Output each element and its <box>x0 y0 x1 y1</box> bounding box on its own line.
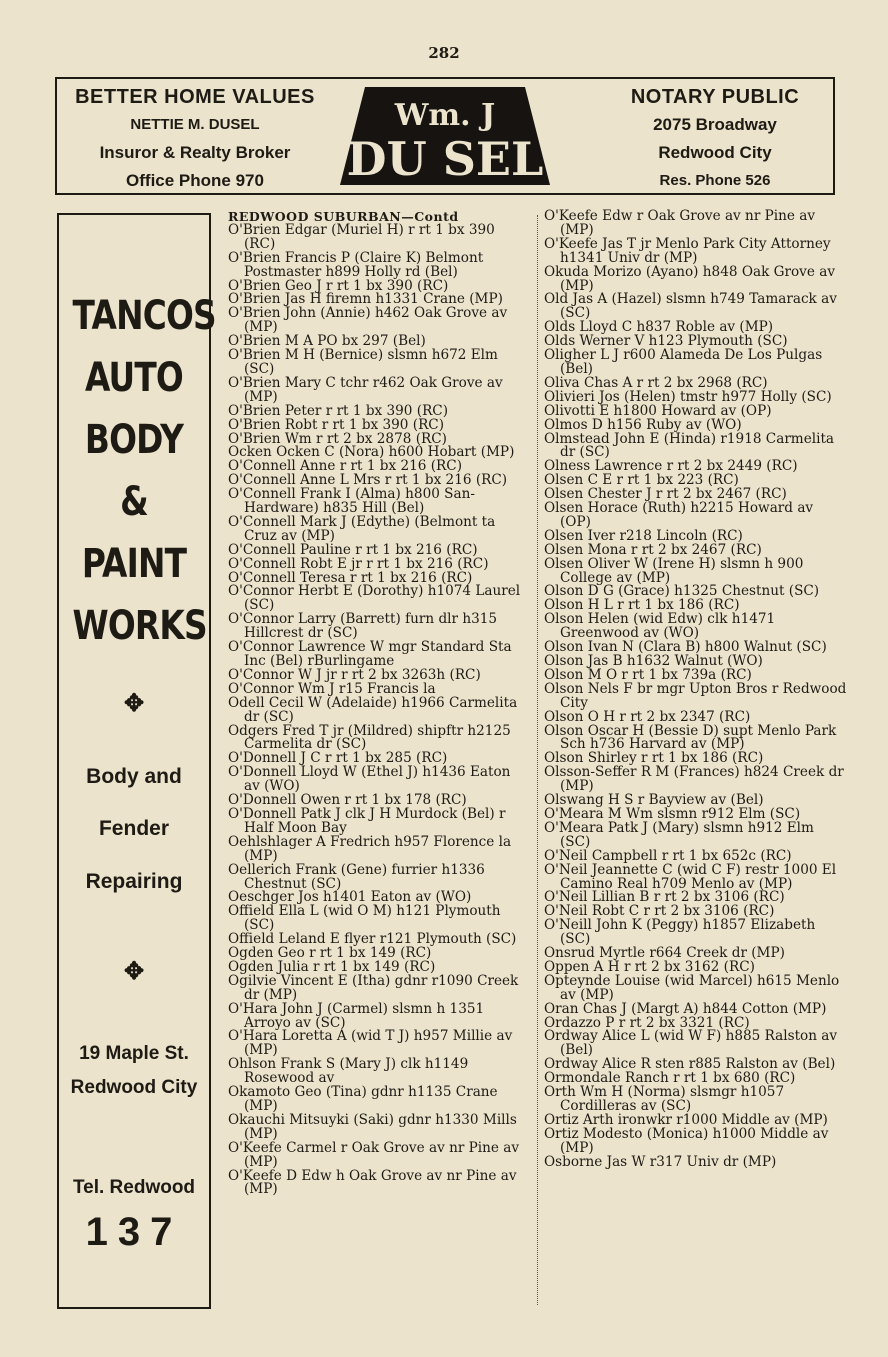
side-ad-line: & <box>120 479 148 525</box>
side-ad-line: TANCOS <box>72 293 216 339</box>
directory-entry: O'Neil Robt C r rt 2 bx 3106 (RC) <box>544 903 775 920</box>
directory-entry: Ordway Alice L (wid W F) h885 Ralston av (Bel) <box>544 1028 838 1059</box>
directory-entry: O'Brien Peter r rt 1 bx 390 (RC) <box>228 402 449 419</box>
directory-entry: O'Hara Loretta A (wid T J) h957 Millie av (MP) <box>228 1028 513 1059</box>
directory-entry: O'Donnell J C r rt 1 bx 285 (RC) <box>228 750 448 767</box>
directory-entry: O'Hara John J (Carmel) slsmn h 1351 Arroyo av (SC) <box>228 1000 485 1031</box>
section-header: REDWOOD SUBURBAN—Contd <box>228 209 459 224</box>
directory-entry: O'Brien Robt r rt 1 bx 390 (RC) <box>228 416 445 433</box>
directory-entry: O'Brien Wm r rt 2 bx 2878 (RC) <box>228 430 447 447</box>
directory-entry: Olivotti E h1800 Howard av (OP) <box>544 402 772 419</box>
directory-entry: O'Connor Lawrence W mgr Standard Sta Inc (Bel) rBurlingame <box>228 639 512 669</box>
directory-entry: Olson M O r rt 1 bx 739a (RC) <box>544 666 752 683</box>
directory-entry: O'Connor Herbt E (Dorothy) h1074 Laurel (SC) <box>228 583 521 614</box>
side-ad-service: Body and <box>86 765 182 788</box>
directory-entry: O'Connell Mark J (Edythe) (Belmont ta Cruz av (MP) <box>228 513 496 544</box>
ad-office-phone: Office Phone 970 <box>126 171 264 190</box>
ad-headline: BETTER HOME VALUES <box>75 86 315 108</box>
directory-entry: Olds Lloyd C h837 Roble av (MP) <box>544 319 774 336</box>
directory-entry: O'Connell Frank I (Alma) h800 San-Hardware) h835 Hill (Bel) <box>228 486 475 517</box>
directory-entry: Olsen Mona r rt 2 bx 2467 (RC) <box>544 541 762 558</box>
directory-entry: Olson Helen (wid Edw) clk h1471 Greenwood av (WO) <box>544 611 776 642</box>
directory-entry: Orth Wm H (Norma) slsmgr h1057 Cordilleras av (SC) <box>544 1084 785 1114</box>
directory-entry: Olswang H S r Bayview av (Bel) <box>544 792 764 809</box>
directory-entry: O'Connor Larry (Barrett) furn dlr h315 Hillcrest dr (SC) <box>228 611 498 642</box>
directory-entry: Olness Lawrence r rt 2 bx 2449 (RC) <box>544 458 798 475</box>
directory-entry: Ortiz Modesto (Monica) h1000 Middle av (MP) <box>544 1125 829 1156</box>
directory-entry: Olson Jas B h1632 Walnut (WO) <box>544 653 763 669</box>
directory-entry: Ohlson Frank S (Mary J) clk h1149 Rosewood av <box>228 1056 469 1087</box>
directory-entry: Oligher L J r600 Alameda De Los Pulgas (Bel) <box>544 347 823 377</box>
directory-entry: Olson O H r rt 2 bx 2347 (RC) <box>544 708 751 725</box>
directory-entry: Offield Ella L (wid O M) h121 Plymouth (SC) <box>228 903 501 934</box>
side-ad-service: Fender <box>98 817 169 840</box>
directory-entry: Olsen Horace (Ruth) h2215 Howard av (OP) <box>544 500 814 530</box>
directory-entry: Olson Ivan N (Clara B) h800 Walnut (SC) <box>544 639 827 656</box>
directory-entry: Ogden Geo r rt 1 bx 149 (RC) <box>228 945 432 962</box>
directory-entry: Olsen C E r rt 1 bx 223 (RC) <box>544 472 739 489</box>
directory-entry: O'Brien Jas H firemn h1331 Crane (MP) <box>228 291 503 308</box>
side-ad-service: Repairing <box>85 870 183 893</box>
directory-entry: O'Connell Robt E jr r rt 1 bx 216 (RC) <box>228 555 489 572</box>
directory-entry: O'Neill John K (Peggy) h1857 Elizabeth (SC) <box>544 917 816 948</box>
directory-entry: O'Neil Campbell r rt 1 bx 652c (RC) <box>544 847 792 864</box>
directory-entry: Olsen Iver r218 Lincoln (RC) <box>544 527 743 544</box>
directory-entry: Onsrud Myrtle r664 Creek dr (MP) <box>544 945 785 962</box>
directory-entry: O'Brien Geo J r rt 1 bx 390 (RC) <box>228 277 449 294</box>
directory-entry: O'Meara M Wm slsmn r912 Elm (SC) <box>544 805 801 822</box>
directory-entry: O'Keefe Carmel r Oak Grove av nr Pine av (MP) <box>228 1139 520 1170</box>
directory-entry: Oehlshlager A Fredrich h957 Florence la (MP) <box>228 833 512 864</box>
dusel-logo <box>335 85 555 189</box>
directory-entry: Olivieri Jos (Helen) tmstr h977 Holly (SC) <box>544 388 832 405</box>
ad-res-phone: Res. Phone 526 <box>659 172 771 189</box>
side-ad-business-name <box>59 285 216 657</box>
directory-entry: O'Brien M A PO bx 297 (Bel) <box>228 333 426 350</box>
ad-city: Redwood City <box>658 143 772 162</box>
page-number: 282 <box>428 44 460 62</box>
directory-entry: O'Neil Jeannette C (wid C F) restr 1000 El Camino Real h709 Menlo av (MP) <box>544 861 837 892</box>
logo-line-2: DU SEL <box>346 132 544 186</box>
directory-entry: Odell Cecil W (Adelaide) h1966 Carmelita dr (SC) <box>228 694 518 725</box>
directory-entry: O'Neil Lillian B r rt 2 bx 3106 (RC) <box>544 889 785 906</box>
directory-entry: Olson Oscar H (Bessie D) supt Menlo Park Sch h736 Harvard av (MP) <box>544 722 837 753</box>
directory-entry: O'Connell Teresa r rt 1 bx 216 (RC) <box>228 569 473 586</box>
directory-entry: O'Donnell Owen r rt 1 bx 178 (RC) <box>228 792 467 809</box>
directory-entry: O'Keefe Jas T jr Menlo Park City Attorney h1341 Univ dr (MP) <box>544 235 831 266</box>
directory-entry: Olsson-Seffer R M (Frances) h824 Creek dr (MP) <box>544 764 844 795</box>
directory-entry: Ocken Ocken C (Nora) h600 Hobart (MP) <box>228 444 515 461</box>
top-advertisement <box>55 77 835 195</box>
side-ad-line: PAINT <box>81 541 187 587</box>
entry-list <box>544 210 848 1170</box>
ad-profession: Insuror & Realty Broker <box>99 143 291 162</box>
directory-entry: O'Connell Pauline r rt 1 bx 216 (RC) <box>228 541 478 558</box>
directory-entry: Opteynde Louise (wid Marcel) h615 Menlo av (MP) <box>544 972 840 1003</box>
logo-line-1: Wm. J <box>394 98 496 133</box>
directory-entry: Okauchi Mitsuyki (Saki) gdnr h1330 Mills (MP) <box>228 1111 517 1142</box>
directory-entry: Oran Chas J (Margt A) h844 Cotton (MP) <box>544 1000 827 1017</box>
diamond-ornament-icon: ✥ <box>123 690 145 717</box>
directory-entry: Okuda Morizo (Ayano) h848 Oak Grove av (MP) <box>544 263 835 294</box>
ad-street: 2075 Broadway <box>653 115 777 134</box>
directory-entry: Ogilvie Vincent E (Itha) gdnr r1090 Creek dr (MP) <box>228 972 519 1003</box>
directory-entry: Olmstead John E (Hinda) r1918 Carmelita dr (SC) <box>544 430 835 461</box>
directory-entry: O'Brien Edgar (Muriel H) r rt 1 bx 390 (RC) <box>228 221 495 252</box>
directory-entry: Oppen A H r rt 2 bx 3162 (RC) <box>544 958 755 975</box>
entry-list <box>228 221 530 1198</box>
directory-entry: O'Brien Francis P (Claire K) Belmont Postmaster h899 Holly rd (Bel) <box>228 249 484 280</box>
directory-entry: Ordway Alice R sten r885 Ralston av (Bel) <box>544 1056 836 1073</box>
directory-entry: O'Connell Anne r rt 1 bx 216 (RC) <box>228 458 463 475</box>
directory-entry: O'Keefe Edw r Oak Grove av nr Pine av (MP) <box>544 208 816 238</box>
side-ad-city: Redwood City <box>70 1077 198 1098</box>
directory-entry: Okamoto Geo (Tina) gdnr h1135 Crane (MP) <box>228 1084 498 1114</box>
directory-entry: Oliva Chas A r rt 2 bx 2968 (RC) <box>544 374 768 391</box>
directory-entry: Olson H L r rt 1 bx 186 (RC) <box>544 597 740 614</box>
directory-entry: Oeschger Jos h1401 Eaton av (WO) <box>228 889 472 906</box>
directory-entry: Ogden Julia r rt 1 bx 149 (RC) <box>228 958 436 975</box>
directory-entry: O'Keefe D Edw h Oak Grove av nr Pine av (MP) <box>228 1167 517 1198</box>
directory-entry: Olds Werner V h123 Plymouth (SC) <box>544 333 788 350</box>
directory-entry: Olson D G (Grace) h1325 Chestnut (SC) <box>544 583 820 600</box>
directory-entry: Offield Leland E flyer r121 Plymouth (SC) <box>228 931 517 948</box>
directory-entry: Olsen Oliver W (Irene H) slsmn h 900 College av (MP) <box>544 555 804 586</box>
directory-entry: O'Connor W J jr r rt 2 bx 3263h (RC) <box>228 666 481 683</box>
directory-entry: O'Meara Patk J (Mary) slsmn h912 Elm (SC) <box>544 819 814 850</box>
directory-entry: O'Connell Anne L Mrs r rt 1 bx 216 (RC) <box>228 472 508 489</box>
ad-right-block <box>605 83 825 195</box>
side-ad-line: BODY <box>84 417 184 463</box>
directory-entry: Ordazzo P r rt 2 bx 3321 (RC) <box>544 1014 750 1031</box>
directory-entry: Oellerich Frank (Gene) furrier h1336 Chestnut (SC) <box>228 861 485 892</box>
diamond-ornament-icon: ✥ <box>123 958 145 985</box>
directory-entry: Old Jas A (Hazel) slsmn h749 Tamarack av (SC) <box>544 291 837 322</box>
directory-entry: O'Connor Wm J r15 Francis la <box>228 680 436 697</box>
directory-entry: Olson Shirley r rt 1 bx 186 (RC) <box>544 750 764 767</box>
side-ad-address: 19 Maple St. <box>79 1043 189 1064</box>
side-ad-line: WORKS <box>72 603 207 649</box>
directory-entry: O'Brien Mary C tchr r462 Oak Grove av (MP) <box>228 374 503 405</box>
ad-name: NETTIE M. DUSEL <box>130 116 260 133</box>
directory-entry: Osborne Jas W r317 Univ dr (MP) <box>544 1153 777 1170</box>
ad-notary: NOTARY PUBLIC <box>630 86 800 108</box>
directory-entry: O'Brien M H (Bernice) slsmn h672 Elm (SC) <box>228 347 498 377</box>
directory-entry: Olson Nels F br mgr Upton Bros r Redwood City <box>544 680 847 711</box>
directory-column-2 <box>544 210 848 1170</box>
directory-entry: O'Donnell Patk J clk J H Murdock (Bel) r Half Moon Bay <box>228 805 506 836</box>
side-advertisement <box>57 213 216 1309</box>
directory-entry: Ortiz Arth ironwkr r1000 Middle av (MP) <box>544 1111 828 1128</box>
directory-entry: O'Donnell Lloyd W (Ethel J) h1436 Eaton av (WO) <box>228 764 511 795</box>
column-divider <box>537 215 539 1305</box>
side-ad-tel-label: Tel. Redwood <box>72 1177 196 1198</box>
directory-entry: O'Brien John (Annie) h462 Oak Grove av (MP) <box>228 305 508 336</box>
side-ad-line: AUTO <box>85 355 183 401</box>
directory-entry: Ormondale Ranch r rt 1 bx 680 (RC) <box>544 1070 796 1087</box>
ad-left-block <box>65 83 325 195</box>
directory-entry: Odgers Fred T jr (Mildred) shipftr h2125 Carmelita dr (SC) <box>228 722 511 753</box>
directory-column-1 <box>228 210 530 1197</box>
directory-entry: Olsen Chester J r rt 2 bx 2467 (RC) <box>544 486 787 503</box>
directory-entry: Olmos D h156 Ruby av (WO) <box>544 416 742 433</box>
side-ad-tel-number: 137 <box>85 1210 183 1254</box>
